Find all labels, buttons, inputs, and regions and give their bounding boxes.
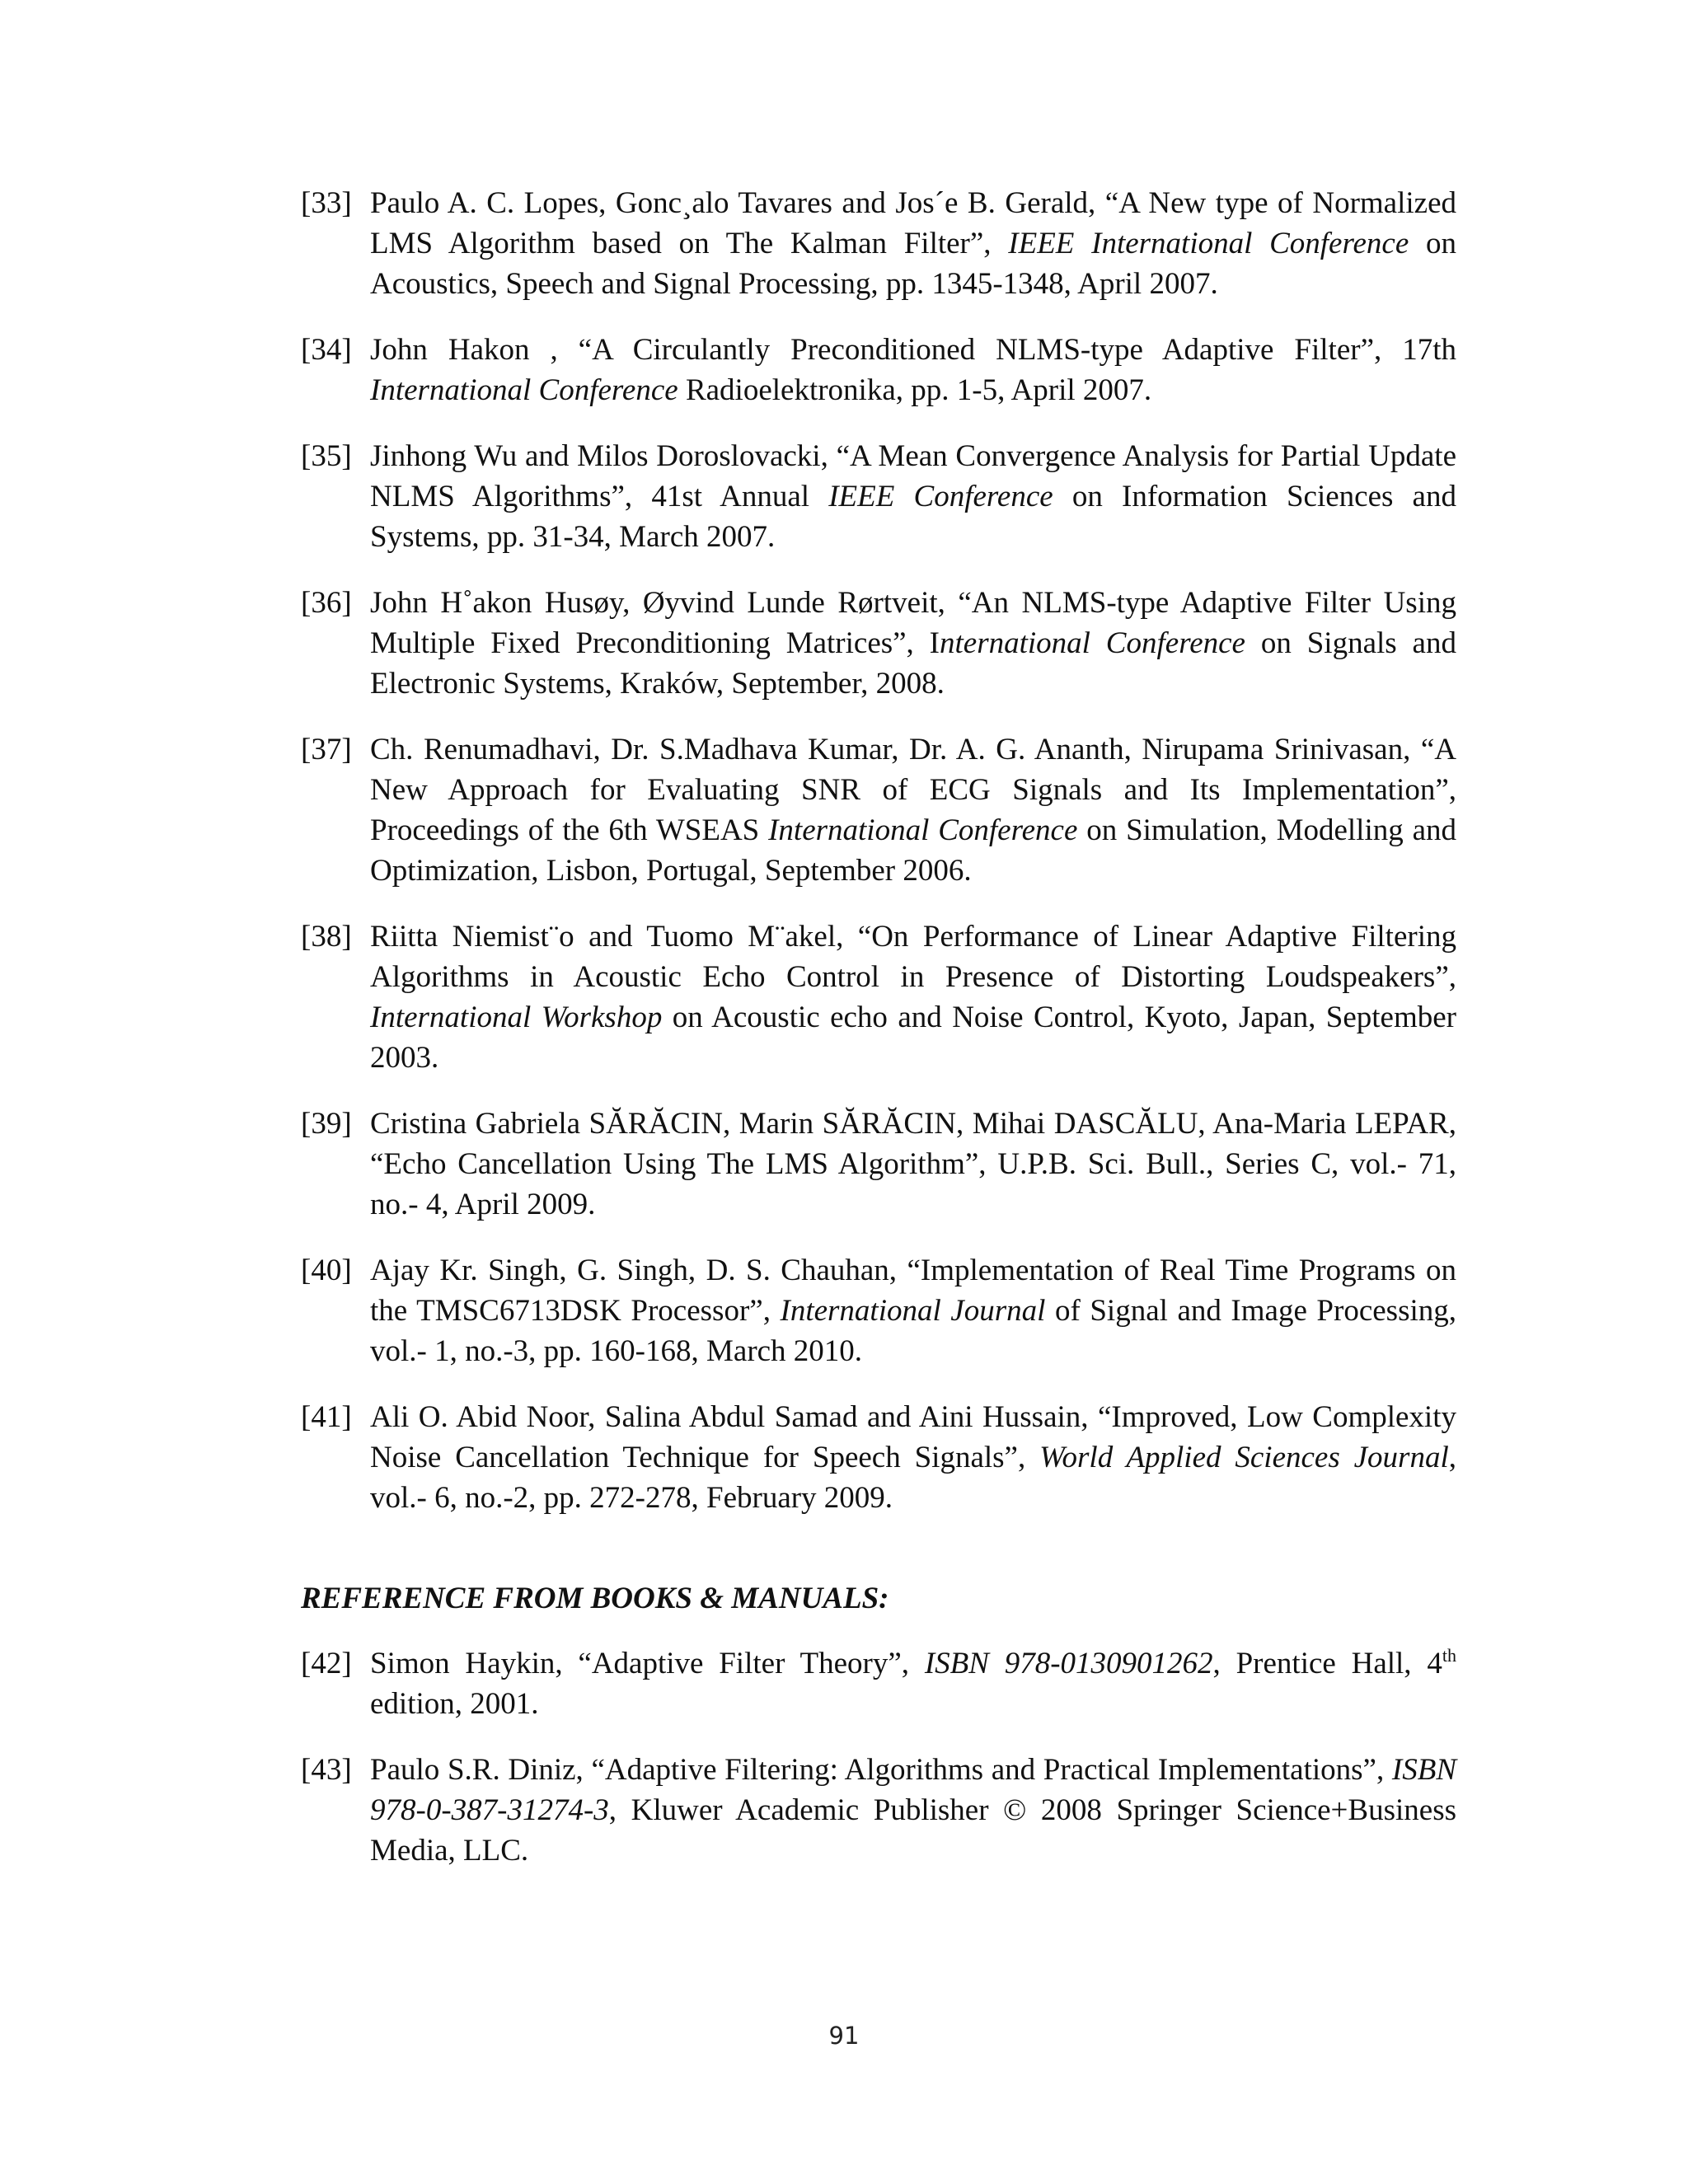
italic-segment: ISBN 978-0-387-31274-3	[370, 1753, 1456, 1827]
text-segment: on Information Sciences and Systems, pp. 31-34, March 2007.	[370, 480, 1456, 554]
italic-segment: ISBN 978-0130901262	[924, 1647, 1213, 1680]
text-segment: Jinhong Wu and Milos Doroslovacki, “A Mean Convergence Analysis for Partial Update NLMS Algorithms”, 41st Annual	[370, 439, 1456, 513]
text-segment: Ajay Kr. Singh, G. Singh, D. S. Chauhan, “Implementation of Real Time Programs on the TMSC6713DSK Processor”,	[370, 1254, 1456, 1328]
reference-text	[370, 1250, 1456, 1371]
italic-segment: International Workshop	[370, 1001, 663, 1034]
italic-segment: International Conference	[768, 813, 1078, 847]
text-segment: of Signal and Image Processing, vol.- 1, no.-3, pp. 160-168, March 2010.	[370, 1294, 1456, 1368]
reference-entry	[301, 330, 1456, 410]
reference-list	[301, 183, 1456, 1544]
text-segment: on Simulation, Modelling and Optimization, Lisbon, Portugal, September 2006.	[370, 813, 1456, 888]
italic-segment: IEEE Conference	[828, 480, 1053, 513]
reference-text	[370, 1750, 1456, 1871]
section-heading: REFERENCE FROM BOOKS & MANUALS:	[301, 1582, 889, 1615]
text-segment: on Signals and Electronic Systems, Kraków, September, 2008.	[370, 626, 1456, 701]
text-segment: Simon Haykin, “Adaptive Filter Theory”,	[370, 1647, 925, 1680]
reference-entry	[301, 583, 1456, 704]
reference-number: [35]	[301, 439, 352, 473]
text-segment: , Prentice Hall, 4	[1212, 1647, 1442, 1680]
reference-number: [36]	[301, 586, 352, 620]
reference-text	[370, 729, 1456, 891]
reference-list-books	[301, 1643, 1456, 1896]
italic-segment: International Conference	[370, 373, 678, 407]
reference-text	[370, 1397, 1456, 1518]
text-segment: on Acoustics, Speech and Signal Processing, pp. 1345-1348, April 2007.	[370, 227, 1456, 301]
superscript-segment: th	[1442, 1645, 1456, 1666]
reference-text	[370, 330, 1456, 410]
page-number: 91	[828, 2022, 860, 2050]
text-segment: Cristina Gabriela SĂRĂCIN, Marin SĂRĂCIN, Mihai DASCĂLU, Ana-Maria LEPAR, “Echo Cancellation Using The LMS Algorithm”, U.P.B. Sci. Bull., Series C, vol.- 71, no.- 4, April 2009.	[370, 1107, 1456, 1221]
italic-segment: nternational Conference	[940, 626, 1245, 660]
reference-entry	[301, 183, 1456, 304]
reference-number: [38]	[301, 920, 352, 954]
reference-number: [33]	[301, 186, 352, 220]
text-segment: Paulo A. C. Lopes, Gonc¸alo Tavares and Jos´e B. Gerald, “A New type of Normalized LMS Algorithm based on The Kalman Filter”,	[370, 186, 1456, 260]
text-segment: Radioelektronika, pp. 1-5, April 2007.	[678, 373, 1152, 407]
reference-entry	[301, 729, 1456, 891]
text-segment: John Hakon , “A Circulantly Preconditioned NLMS-type Adaptive Filter”, 17th	[370, 333, 1456, 367]
text-segment: Riitta Niemist¨o and Tuomo M¨akel, “On Performance of Linear Adaptive Filtering Algorithms in Acoustic Echo Control in Presence of Distorting Loudspeakers”,	[370, 920, 1456, 994]
reference-entry	[301, 1750, 1456, 1871]
text-segment: Paulo S.R. Diniz, “Adaptive Filtering: Algorithms and Practical Implementations”,	[370, 1753, 1392, 1787]
text-segment: Ch. Renumadhavi, Dr. S.Madhava Kumar, Dr. A. G. Ananth, Nirupama Srinivasan, “A New Approach for Evaluating SNR of ECG Signals and Its Implementation”, Proceedings of the 6th WSEAS	[370, 733, 1456, 847]
reference-entry	[301, 1397, 1456, 1518]
reference-number: [41]	[301, 1400, 352, 1434]
reference-number: [42]	[301, 1647, 352, 1680]
italic-segment: World Applied Sciences Journal	[1039, 1441, 1449, 1474]
reference-entry	[301, 436, 1456, 557]
italic-segment: International Journal	[780, 1294, 1046, 1328]
reference-text	[370, 583, 1456, 704]
reference-text	[370, 1643, 1456, 1724]
reference-text	[370, 183, 1456, 304]
reference-text	[370, 916, 1456, 1078]
text-segment: , vol.- 6, no.-2, pp. 272-278, February 2009.	[370, 1441, 1456, 1515]
reference-number: [34]	[301, 333, 352, 367]
reference-number: [39]	[301, 1107, 352, 1141]
reference-entry	[301, 1250, 1456, 1371]
text-segment: John H˚akon Husøy, Øyvind Lunde Rørtveit, “An NLMS-type Adaptive Filter Using Multiple Fixed Preconditioning Matrices”, I	[370, 586, 1456, 660]
reference-entry	[301, 1643, 1456, 1724]
reference-text	[370, 1104, 1456, 1225]
text-segment: Ali O. Abid Noor, Salina Abdul Samad and Aini Hussain, “Improved, Low Complexity Noise Cancellation Technique for Speech Signals”,	[370, 1400, 1456, 1474]
text-segment: , Kluwer Academic Publisher © 2008 Springer Science+Business Media, LLC.	[370, 1793, 1456, 1868]
italic-segment: IEEE International Conference	[1008, 227, 1409, 260]
text-segment: on Acoustic echo and Noise Control, Kyoto, Japan, September 2003.	[370, 1001, 1456, 1075]
reference-number: [43]	[301, 1753, 352, 1787]
reference-number: [37]	[301, 733, 352, 766]
reference-number: [40]	[301, 1254, 352, 1287]
reference-entry	[301, 916, 1456, 1078]
reference-entry	[301, 1104, 1456, 1225]
text-segment: edition, 2001.	[370, 1687, 539, 1721]
reference-text	[370, 436, 1456, 557]
